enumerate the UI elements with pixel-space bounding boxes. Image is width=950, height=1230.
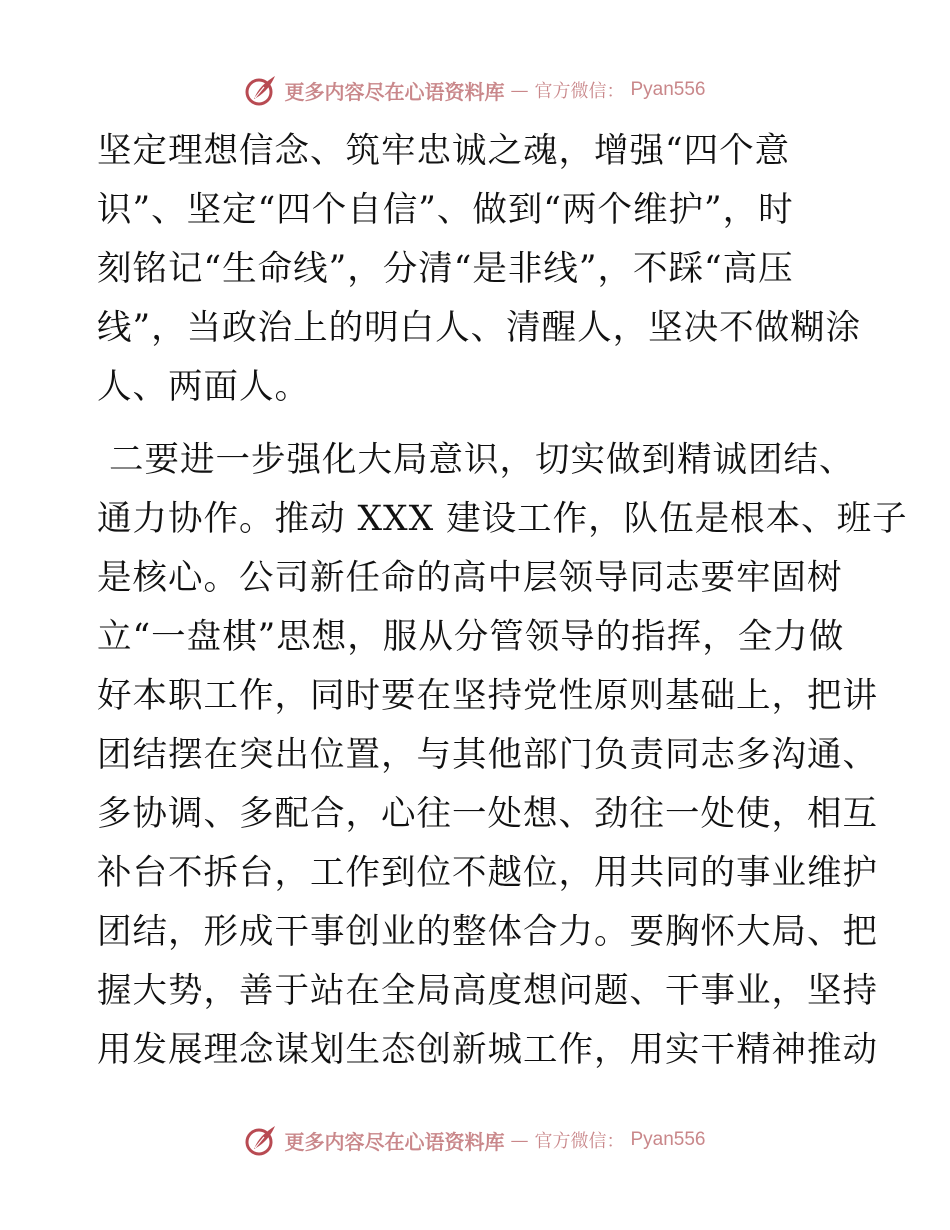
text-line: 二要进一步强化大局意识，切实做到精诚团结、 [97, 440, 855, 480]
document-body [97, 122, 908, 1080]
text-line: 好本职工作，同时要在坚持党性原则基础上，把讲 [97, 676, 878, 716]
text-line: 线”，当政治上的明白人、清醒人，坚决不做糊涂 [97, 308, 862, 348]
text-line: 团结，形成干事创业的整体合力。要胸怀大局、把 [97, 912, 878, 952]
watermark-separator: — [510, 1129, 529, 1151]
text-line: 识”、坚定“四个自信”、做到“两个维护”，时 [97, 190, 794, 230]
watermark-separator: — [510, 79, 529, 101]
feather-pen-logo-icon [244, 1123, 278, 1157]
text-line: 是核心。公司新任命的高中层领导同志要牢固树 [97, 558, 843, 598]
text-line: 坚定理想信念、筑牢忠诚之魂，增强“四个意 [97, 131, 791, 171]
watermark-brand: 更多内容尽在心语资料库 [284, 79, 505, 104]
text-line: 握大势，善于站在全局高度想问题、干事业，坚持 [97, 971, 878, 1011]
text-line: 人、两面人。 [97, 367, 310, 407]
text-line: 多协调、多配合，心往一处想、劲往一处使，相互 [97, 794, 878, 834]
text-line: 刻铭记“生命线”，分清“是非线”，不踩“高压 [97, 249, 794, 289]
watermark-wechat-label: 官方微信： [534, 1131, 625, 1152]
text-line: 团结摆在突出位置，与其他部门负责同志多沟通、 [97, 735, 878, 775]
text-line: 补台不拆台，工作到位不越位，用共同的事业维护 [97, 853, 878, 893]
watermark-wechat-id: Pyan556 [630, 79, 706, 100]
footer-watermark [0, 1120, 950, 1160]
text-line: 通力协作。推动 XXX 建设工作，队伍是根本、班子 [97, 499, 908, 539]
text-line: 立“一盘棋”思想，服从分管领导的指挥，全力做 [97, 617, 845, 657]
watermark-wechat-id: Pyan556 [630, 1129, 706, 1150]
paragraph-1 [97, 122, 862, 417]
feather-pen-logo-icon [244, 73, 278, 107]
text-line: 用发展理念谋划生态创新城工作，用实干精神推动 [97, 1030, 878, 1070]
paragraph-2 [97, 431, 908, 1080]
paragraph-gap [97, 417, 853, 431]
header-watermark [0, 70, 950, 110]
watermark-wechat-label: 官方微信： [534, 81, 625, 102]
watermark-brand: 更多内容尽在心语资料库 [284, 1129, 505, 1154]
